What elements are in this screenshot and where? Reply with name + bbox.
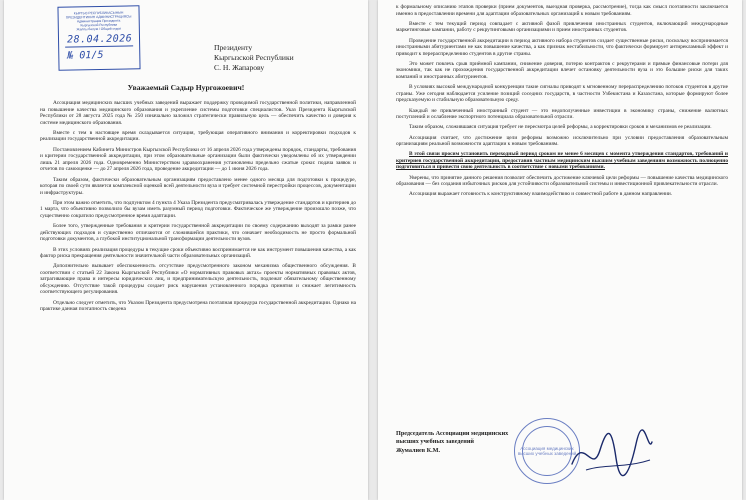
body-paragraph: Дополнительно вызывает обеспокоенность отсутствие предусмотренного законом механизма общественного обсуждения. В соответствии с статьей 22 Закона Кыргызской Республики «О нормативных правовых актах» проекты нормативных правовых актов, затрагивающие права и интересы юридических лиц, и предпринимательскую деятельность, подлежат обязательному общественному обсуждению. Отсутствие такой процедуры создает риск нарушения установленного порядка принятия и снижает легитимность соответствующего регулирования. <box>40 263 356 296</box>
stamp-number: № 01/5 <box>67 49 104 62</box>
stamp-rule <box>65 45 133 47</box>
body-paragraph: Вместе с тем текущий период совпадает с активной фазой привлечения иностранных студентов, включающий международные маркетинговые кампании, работу с рекрутинговыми организациями и прием иностранных студентов. <box>396 20 728 34</box>
stamp-line: ПРЕЗИДЕНТИНИН АДМИНИСТРАЦИЯСЫ <box>65 14 132 20</box>
body-paragraph: Таким образом, фактически образовательным организациям предоставлено менее одного месяца для подготовки к процедуре, которая по своей сути является комплексной оценкой всей деятельности вуза и требует системной перестройки процессов, документации и инфраструктуры. <box>40 176 356 196</box>
addressee-line: Кыргызской Республики <box>214 53 294 63</box>
addressee-block <box>214 43 364 74</box>
stamp-line: Администрация Президента <box>76 18 121 24</box>
body-paragraph: В условиях высокой международной конкуренции такие сигналы приводят к мгновенному перераспределению потоков студентов в другие страны. Уже сегодня наблюдается усиление позиций соседних государств, в частности Узбекистана и Казахстана, которые формируют более предсказуемую и стабильную образовательную среду. <box>396 84 728 104</box>
body-paragraph: Постановлением Кабинета Министров Кыргызской Республики от 16 апреля 2026 года утверждены порядок, стандарты, требования и критерии государственной аккредитации, при этом образовательные организации были фактически уведомлены об их утверждении лишь 21 апреля 2026 года. Одновременно Министерством здравоохранения установлены предельно сжатые сроки: подача заявок и отчетов по самооценке — до 27 апреля 2026 года, проведение аккредитации — до 1 июня 2026 года. <box>40 146 356 173</box>
body-paragraph: к формальному описанию этапов проверки (прием документов, выездная проверка, рассмотрение), тогда как смысл поэтапности заключается именно в предоставлении времени для адаптации образовательных организаций к новым требованиям. <box>396 4 728 17</box>
addressee-line: С. Н. Жапарову <box>214 63 265 73</box>
body-paragraph: Таким образом, сложившаяся ситуация требует не пересмотра целей реформы, а корректировки сроков и механизмов ее реализации. <box>409 124 712 131</box>
body-paragraph: В этих условиях реализация процедуры в текущие сроки объективно воспринимается не как инструмент повышения качества, а как фактор риска прекращения деятельности значительной части образовательных организаций. <box>40 246 356 260</box>
addressee-line: Президенту <box>214 43 253 52</box>
body-paragraph: При этом важно отметить, что подпунктом 4 пункта 4 Указа Президента предусматривалась утверждение стандартов и критериев до 1 марта, что объективно позволило бы вузам иметь разумный период подготовки. Фактическое же утверждение произошло позже, что существенно сократило предусмотренное время адаптации. <box>40 199 356 219</box>
body-paragraph: Ассоциация считает, что достижение цели реформы возможно исключительно при условии предоставления образовательным организациям реальной возможности адаптации к новым требованиям. <box>396 134 728 148</box>
letter-page-1 <box>4 0 368 500</box>
body-paragraph: Вместе с тем в настоящее время складывается ситуация, требующая оперативного внимания и корректировки подходов к реализации государственной аккредитации. <box>40 129 356 143</box>
request-paragraph: В этой связи просим установить переходный период сроком не менее 6 месяцев с момента утверждения стандартов, требований и критериев государственной аккредитации, предоставив частным медицинским высшим учебным заведениям возможность полноценно подготовиться и привести свою деятельность в соответствие с новыми требованиями. <box>396 151 728 171</box>
stamp-date: 28.04.2026 <box>66 33 133 46</box>
letter-page-2 <box>378 0 742 500</box>
body-paragraph: Проведение государственной аккредитации в период активного набора студентов создает существенные риски, поскольку воспринимается иностранными абитуриентами не как повышение качества, а как признак нестабильности, что фактически формирует антирекламный эффект и приводит к перераспределению студентов в другие страны. <box>396 37 728 57</box>
body-paragraph: Это может повлечь срыв приёмной кампании, снижение доверия, потерю контрактов с рекрутерами и прямые финансовые потери для экономики, так как не прохождения государственной аккредитации влечет остановку деятельности вуза и это большие риски для таких компаний и иностранных абитуриентов. <box>396 60 728 80</box>
body-paragraph: Ассоциация выражает готовность к конструктивному взаимодействию и совместной работе в данном направлении. <box>409 191 673 198</box>
letter-greeting: Уважаемый Садыр Нургожоевич! <box>127 83 245 92</box>
registration-stamp <box>57 5 140 70</box>
body-paragraph: Ассоциация медицинских высших учебных заведений выражает поддержку проводимой государственной политики, направленной на повышение качества медицинского образования и укрепление системы подготовки специалистов. Указ Президента Кыргызской Республики от 28 августа 2025 года № 250 изначально заложил стратегически правильную цель — обеспечить качество и доверия к системе медицинского образования. <box>40 100 356 126</box>
body-paragraph: Каждый не привлеченный иностранный студент — это недополученные инвестиции в экономику страны, снижение валютных поступлений и ослабление экспортного потенциала образовательной отрасли. <box>396 107 728 121</box>
signer-title: Председатель Ассоциации медицинских <box>396 430 509 437</box>
stamp-line: Жалпы бөлүм / Общий отдел <box>76 26 122 32</box>
seal-text: Ассоциация медицинских высших учебных заведений <box>517 446 577 456</box>
body-paragraph: Уверены, что принятие данного решения позволит обеспечить достижение ключевой цели реформы — повышение качества медицинского образования — без создания избыточных рисков для устойчивости образовательной системы и инвестиционной привлекательности отрасли. <box>396 174 728 188</box>
stamp-line: Кыргызской Республики <box>80 22 118 28</box>
body-paragraph: Отдельно следует отметить, что Указом Президента предусмотрена поэтапная процедура государственной аккредитации. Однако на практике данная поэтапность сведена <box>40 299 356 313</box>
handwritten-signature <box>566 424 656 484</box>
letter-body-page-1 <box>40 100 356 500</box>
stamp-line: КЫРГЫЗ РЕСПУБЛИКАСЫНЫН <box>73 10 124 16</box>
body-paragraph: Более того, утвержденные требования и критерии государственной аккредитации по своему содержанию выходят за рамки ранее действующих подходов и существенно отличаются от сложившейся практики, что означает необходимость не просто формальной подготовки документов, а глубокой институциональной трансформации деятельности вузов. <box>40 223 356 243</box>
signer-name: Жумалиев К.М. <box>396 446 441 454</box>
signer-title: высших учебных заведений <box>396 438 474 446</box>
